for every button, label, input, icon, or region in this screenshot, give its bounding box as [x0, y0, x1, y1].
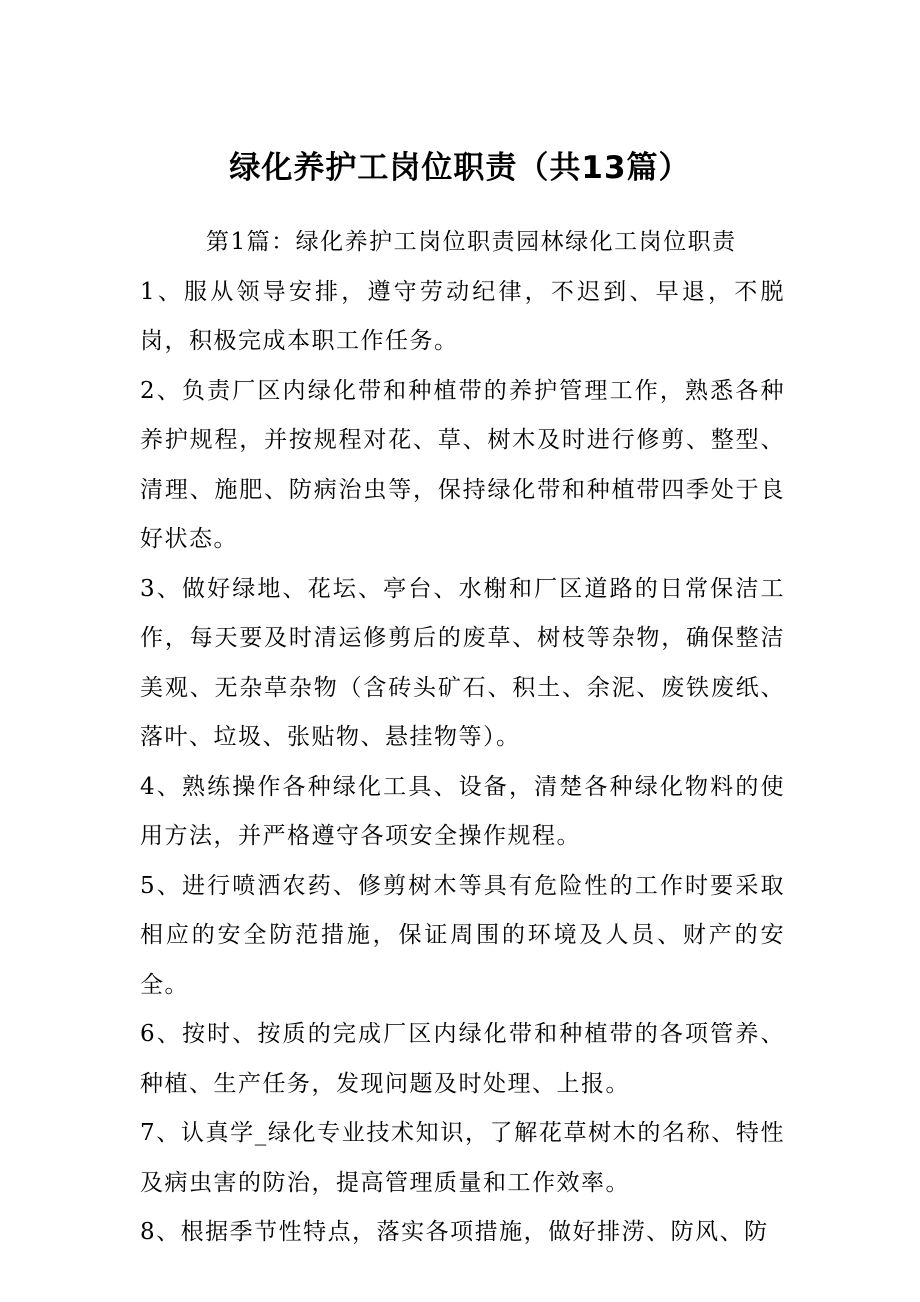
duty-item-4: 4、熟练操作各种绿化工具、设备，清楚各种绿化物料的使用方法，并严格遵守各项安全操作规程。 [140, 773, 785, 849]
duty-item-2: 2、负责厂区内绿化带和种植带的养护管理工作，熟悉各种养护规程，并按规程对花、草、树木及时进行修剪、整型、清理、施肥、防病治虫等，保持绿化带和种植带四季处于良好状态。 [140, 377, 785, 552]
duty-item-8: 8、根据季节性特点，落实各项措施，做好排涝、防风、防 [140, 1219, 769, 1245]
duty-item-1: 1、服从领导安排，遵守劳动纪律，不迟到、早退，不脱岗，积极完成本职工作任务。 [140, 278, 785, 354]
duty-item-7: 7、认真学_绿化专业技术知识，了解花草树木的名称、特性及病虫害的防治，提高管理质量和工作效率。 [140, 1120, 785, 1196]
document-body [140, 218, 785, 1258]
document-title: 绿化养护工岗位职责（共13篇） [229, 150, 691, 186]
section-heading: 第1篇：绿化养护工岗位职责园林绿化工岗位职责 [206, 229, 737, 255]
duty-item-6: 6、按时、按质的完成厂区内绿化带和种植带的各项管养、种植、生产任务，发现问题及时处理、上报。 [140, 1021, 785, 1097]
duty-item-3: 3、做好绿地、花坛、亭台、水榭和厂区道路的日常保洁工作，每天要及时清运修剪后的废草、树枝等杂物，确保整洁美观、无杂草杂物（含砖头矿石、积土、余泥、废铁废纸、落叶、垃圾、张贴物、悬挂物等）。 [140, 575, 785, 750]
duty-item-5: 5、进行喷洒农药、修剪树木等具有危险性的工作时要采取相应的安全防范措施，保证周围的环境及人员、财产的安全。 [140, 872, 785, 998]
